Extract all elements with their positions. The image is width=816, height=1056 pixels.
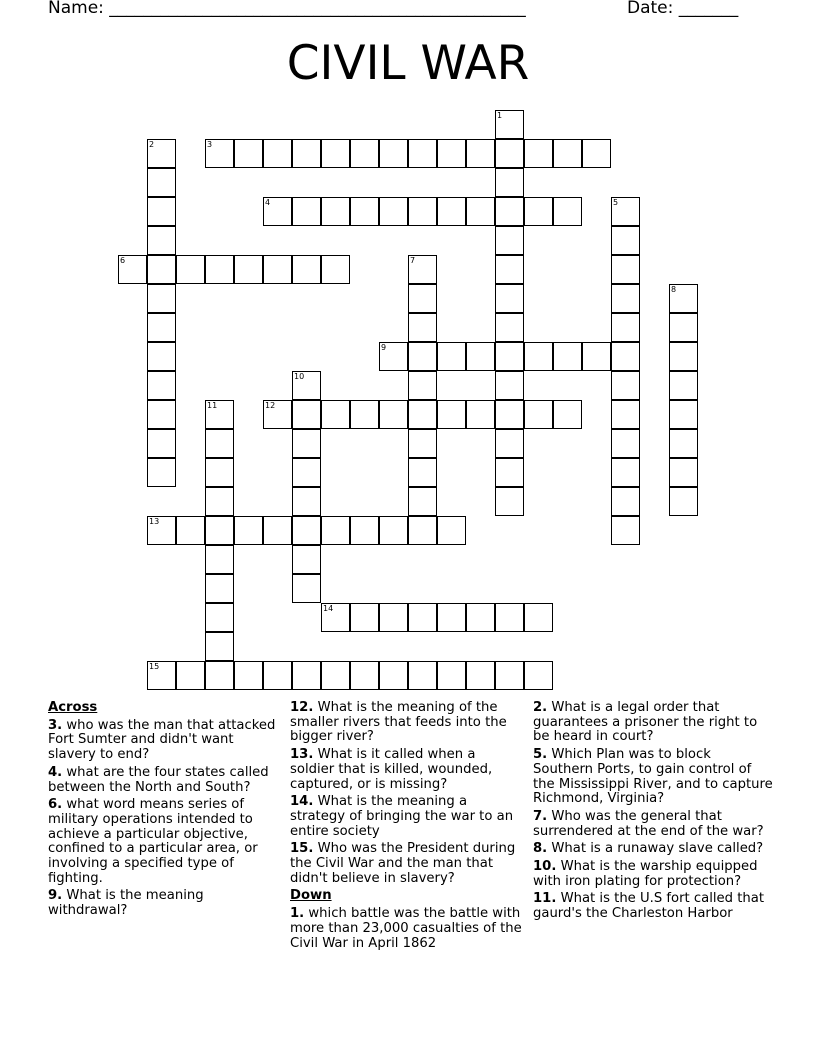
grid-cell[interactable]	[292, 661, 321, 690]
grid-cell[interactable]	[408, 139, 437, 168]
grid-cell[interactable]	[263, 255, 292, 284]
clue-column-3	[533, 701, 773, 925]
grid-cell[interactable]	[524, 603, 553, 632]
grid-cell[interactable]	[669, 313, 698, 342]
grid-cell[interactable]	[379, 516, 408, 545]
grid-cell[interactable]	[205, 429, 234, 458]
grid-cell[interactable]	[350, 603, 379, 632]
clue-number: 5	[613, 198, 619, 207]
grid-cell[interactable]	[408, 516, 437, 545]
grid-cell[interactable]	[321, 197, 350, 226]
grid-cell[interactable]	[466, 661, 495, 690]
grid-cell[interactable]	[611, 342, 640, 371]
grid-cell[interactable]	[350, 661, 379, 690]
grid-cell[interactable]	[495, 661, 524, 690]
grid-cell[interactable]	[495, 313, 524, 342]
grid-cell[interactable]	[205, 255, 234, 284]
grid-cell[interactable]	[611, 371, 640, 400]
grid-cell[interactable]	[147, 284, 176, 313]
clue-number: 3	[207, 140, 213, 149]
grid-cell[interactable]	[611, 313, 640, 342]
grid-cell[interactable]	[553, 139, 582, 168]
grid-cell[interactable]	[408, 342, 437, 371]
grid-cell[interactable]	[205, 400, 234, 429]
grid-cell[interactable]	[147, 400, 176, 429]
grid-cell[interactable]	[669, 487, 698, 516]
grid-cell[interactable]	[379, 342, 408, 371]
down-heading: Down	[290, 888, 332, 904]
grid-cell[interactable]	[669, 342, 698, 371]
grid-cell[interactable]	[147, 661, 176, 690]
clue-number: 4	[265, 198, 271, 207]
grid-cell[interactable]	[292, 255, 321, 284]
grid-cell[interactable]	[263, 661, 292, 690]
grid-cell[interactable]	[669, 429, 698, 458]
across-heading: Across	[48, 700, 98, 715]
grid-cell[interactable]	[205, 603, 234, 632]
clue-down-11: 11. What is the U.S fort called that gaurd's the Charleston Harbor	[533, 891, 764, 922]
grid-cell[interactable]	[350, 516, 379, 545]
grid-cell[interactable]	[234, 255, 263, 284]
name-line[interactable]: Name: _________________________________________________	[48, 0, 526, 18]
grid-cell[interactable]	[611, 458, 640, 487]
grid-cell[interactable]	[321, 400, 350, 429]
clue-number: 11	[207, 401, 218, 410]
grid-cell[interactable]	[611, 255, 640, 284]
grid-cell[interactable]	[147, 313, 176, 342]
grid-cell[interactable]	[437, 197, 466, 226]
grid-cell[interactable]	[495, 458, 524, 487]
grid-cell[interactable]	[408, 661, 437, 690]
grid-cell[interactable]	[292, 429, 321, 458]
grid-cell[interactable]	[205, 139, 234, 168]
grid-cell[interactable]	[466, 197, 495, 226]
grid-cell[interactable]	[176, 516, 205, 545]
clue-across-14: 14. What is the meaning a strategy of bringing the war to an entire society	[290, 794, 514, 839]
grid-cell[interactable]	[611, 487, 640, 516]
grid-cell[interactable]	[669, 400, 698, 429]
grid-cell[interactable]	[437, 661, 466, 690]
grid-cell[interactable]	[234, 661, 263, 690]
grid-cell[interactable]	[495, 371, 524, 400]
grid-cell[interactable]	[437, 400, 466, 429]
grid-cell[interactable]	[379, 603, 408, 632]
clue-across-12: 12. What is the meaning of the smaller rivers that feeds into the bigger river?	[290, 700, 507, 745]
grid-cell[interactable]	[466, 603, 495, 632]
grid-cell[interactable]	[147, 226, 176, 255]
grid-cell[interactable]	[205, 487, 234, 516]
grid-cell[interactable]	[292, 516, 321, 545]
grid-cell[interactable]	[263, 400, 292, 429]
grid-cell[interactable]	[495, 139, 524, 168]
grid-cell[interactable]	[205, 661, 234, 690]
grid-cell[interactable]	[524, 342, 553, 371]
grid-cell[interactable]	[466, 139, 495, 168]
grid-cell[interactable]	[611, 400, 640, 429]
grid-cell[interactable]	[350, 139, 379, 168]
grid-cell[interactable]	[524, 400, 553, 429]
grid-cell[interactable]	[118, 255, 147, 284]
grid-cell[interactable]	[553, 342, 582, 371]
grid-cell[interactable]	[408, 458, 437, 487]
grid-cell[interactable]	[292, 400, 321, 429]
clue-number: 15	[149, 662, 160, 671]
grid-cell[interactable]	[582, 139, 611, 168]
grid-cell[interactable]	[205, 632, 234, 661]
grid-cell[interactable]	[379, 139, 408, 168]
clue-across-6: 6. what word means series of military operations intended to achieve a particular objective, confined to a particular area, or involving a specified type of fighting.	[48, 797, 258, 886]
grid-cell[interactable]	[379, 400, 408, 429]
grid-cell[interactable]	[495, 110, 524, 139]
clue-down-2: 2. What is a legal order that guarantees a prisoner the right to be heard in court?	[533, 700, 758, 745]
clue-number: 2	[149, 140, 155, 149]
grid-cell[interactable]	[437, 516, 466, 545]
grid-cell[interactable]	[263, 197, 292, 226]
clue-across-13: 13. What is it called when a soldier that is killed, wounded, captured, or is missing?	[290, 747, 493, 792]
grid-cell[interactable]	[263, 516, 292, 545]
grid-cell[interactable]	[321, 661, 350, 690]
grid-cell[interactable]	[147, 516, 176, 545]
grid-cell[interactable]	[611, 226, 640, 255]
grid-cell[interactable]	[611, 429, 640, 458]
grid-cell[interactable]	[147, 371, 176, 400]
grid-cell[interactable]	[321, 255, 350, 284]
grid-cell[interactable]	[495, 168, 524, 197]
grid-cell[interactable]	[408, 197, 437, 226]
grid-cell[interactable]	[234, 516, 263, 545]
grid-cell[interactable]	[205, 516, 234, 545]
clue-number: 10	[294, 372, 305, 381]
clue-down-8: 8. What is a runaway slave called?	[533, 841, 764, 857]
grid-cell[interactable]	[147, 458, 176, 487]
grid-cell[interactable]	[321, 139, 350, 168]
clue-number: 1	[497, 111, 503, 120]
clue-number: 6	[120, 256, 126, 265]
grid-cell[interactable]	[495, 342, 524, 371]
grid-cell[interactable]	[147, 168, 176, 197]
grid-cell[interactable]	[292, 487, 321, 516]
clue-number: 13	[149, 517, 160, 526]
grid-cell[interactable]	[582, 342, 611, 371]
grid-cell[interactable]	[669, 458, 698, 487]
grid-cell[interactable]	[611, 197, 640, 226]
grid-cell[interactable]	[292, 545, 321, 574]
grid-cell[interactable]	[495, 400, 524, 429]
grid-cell[interactable]	[524, 197, 553, 226]
grid-cell[interactable]	[263, 139, 292, 168]
clue-number: 9	[381, 343, 387, 352]
grid-cell[interactable]	[437, 342, 466, 371]
grid-cell[interactable]	[147, 255, 176, 284]
page-title: CIVIL WAR	[286, 36, 530, 91]
grid-cell[interactable]	[466, 342, 495, 371]
grid-cell[interactable]	[350, 400, 379, 429]
clue-across-4: 4. what are the four states called between the North and South?	[48, 764, 269, 795]
grid-cell[interactable]	[669, 371, 698, 400]
grid-cell[interactable]	[147, 429, 176, 458]
grid-cell[interactable]	[205, 574, 234, 603]
grid-cell[interactable]	[292, 458, 321, 487]
date-line[interactable]: Date: _______	[627, 0, 739, 18]
grid-cell[interactable]	[408, 284, 437, 313]
grid-cell[interactable]	[611, 284, 640, 313]
grid-cell[interactable]	[408, 371, 437, 400]
grid-cell[interactable]	[176, 661, 205, 690]
grid-cell[interactable]	[437, 139, 466, 168]
grid-cell[interactable]	[379, 661, 408, 690]
grid-cell[interactable]	[408, 400, 437, 429]
grid-cell[interactable]	[408, 487, 437, 516]
clue-down-10: 10. What is the warship equipped with iron plating for protection?	[533, 859, 758, 889]
grid-cell[interactable]	[379, 197, 408, 226]
clue-across-15: 15. Who was the President during the Civil War and the man that didn't believe in slavery?	[290, 841, 516, 886]
grid-cell[interactable]	[321, 603, 350, 632]
grid-cell[interactable]	[553, 197, 582, 226]
grid-cell[interactable]	[292, 371, 321, 400]
grid-cell[interactable]	[234, 139, 263, 168]
grid-cell[interactable]	[147, 139, 176, 168]
grid-cell[interactable]	[553, 400, 582, 429]
clue-down-7: 7. Who was the general that surrendered at the end of the war?	[533, 808, 764, 839]
clue-number: 12	[265, 401, 276, 410]
grid-cell[interactable]	[292, 139, 321, 168]
grid-cell[interactable]	[147, 197, 176, 226]
grid-cell[interactable]	[669, 284, 698, 313]
grid-cell[interactable]	[495, 255, 524, 284]
grid-cell[interactable]	[524, 661, 553, 690]
grid-cell[interactable]	[350, 197, 379, 226]
grid-cell[interactable]	[495, 226, 524, 255]
grid-cell[interactable]	[495, 197, 524, 226]
clue-down-5: 5. Which Plan was to block Southern Ports, to gain control of the Mississippi River, and to capture Richmond, Virginia?	[533, 747, 773, 807]
grid-cell[interactable]	[408, 429, 437, 458]
grid-cell[interactable]	[495, 603, 524, 632]
clue-number: 14	[323, 604, 334, 613]
grid-cell[interactable]	[205, 458, 234, 487]
grid-cell[interactable]	[292, 574, 321, 603]
grid-cell[interactable]	[292, 197, 321, 226]
grid-cell[interactable]	[524, 139, 553, 168]
grid-cell[interactable]	[176, 255, 205, 284]
clue-across-9: 9. What is the meaning withdrawal?	[48, 888, 204, 919]
grid-cell[interactable]	[495, 284, 524, 313]
grid-cell[interactable]	[466, 400, 495, 429]
clue-column-1	[48, 701, 278, 922]
grid-cell[interactable]	[611, 516, 640, 545]
grid-cell[interactable]	[321, 516, 350, 545]
grid-cell[interactable]	[408, 603, 437, 632]
clue-column-2	[290, 701, 522, 954]
clue-number: 8	[671, 285, 677, 294]
clue-down-1: 1. which battle was the battle with more than 23,000 casualties of the Civil War in April 1862	[290, 906, 522, 951]
grid-cell[interactable]	[495, 487, 524, 516]
grid-cell[interactable]	[147, 342, 176, 371]
clue-number: 7	[410, 256, 416, 265]
grid-cell[interactable]	[205, 545, 234, 574]
grid-cell[interactable]	[408, 255, 437, 284]
clue-across-3: 3. who was the man that attacked Fort Sumter and didn't want slavery to end?	[48, 717, 276, 763]
grid-cell[interactable]	[437, 603, 466, 632]
grid-cell[interactable]	[408, 313, 437, 342]
grid-cell[interactable]	[495, 429, 524, 458]
